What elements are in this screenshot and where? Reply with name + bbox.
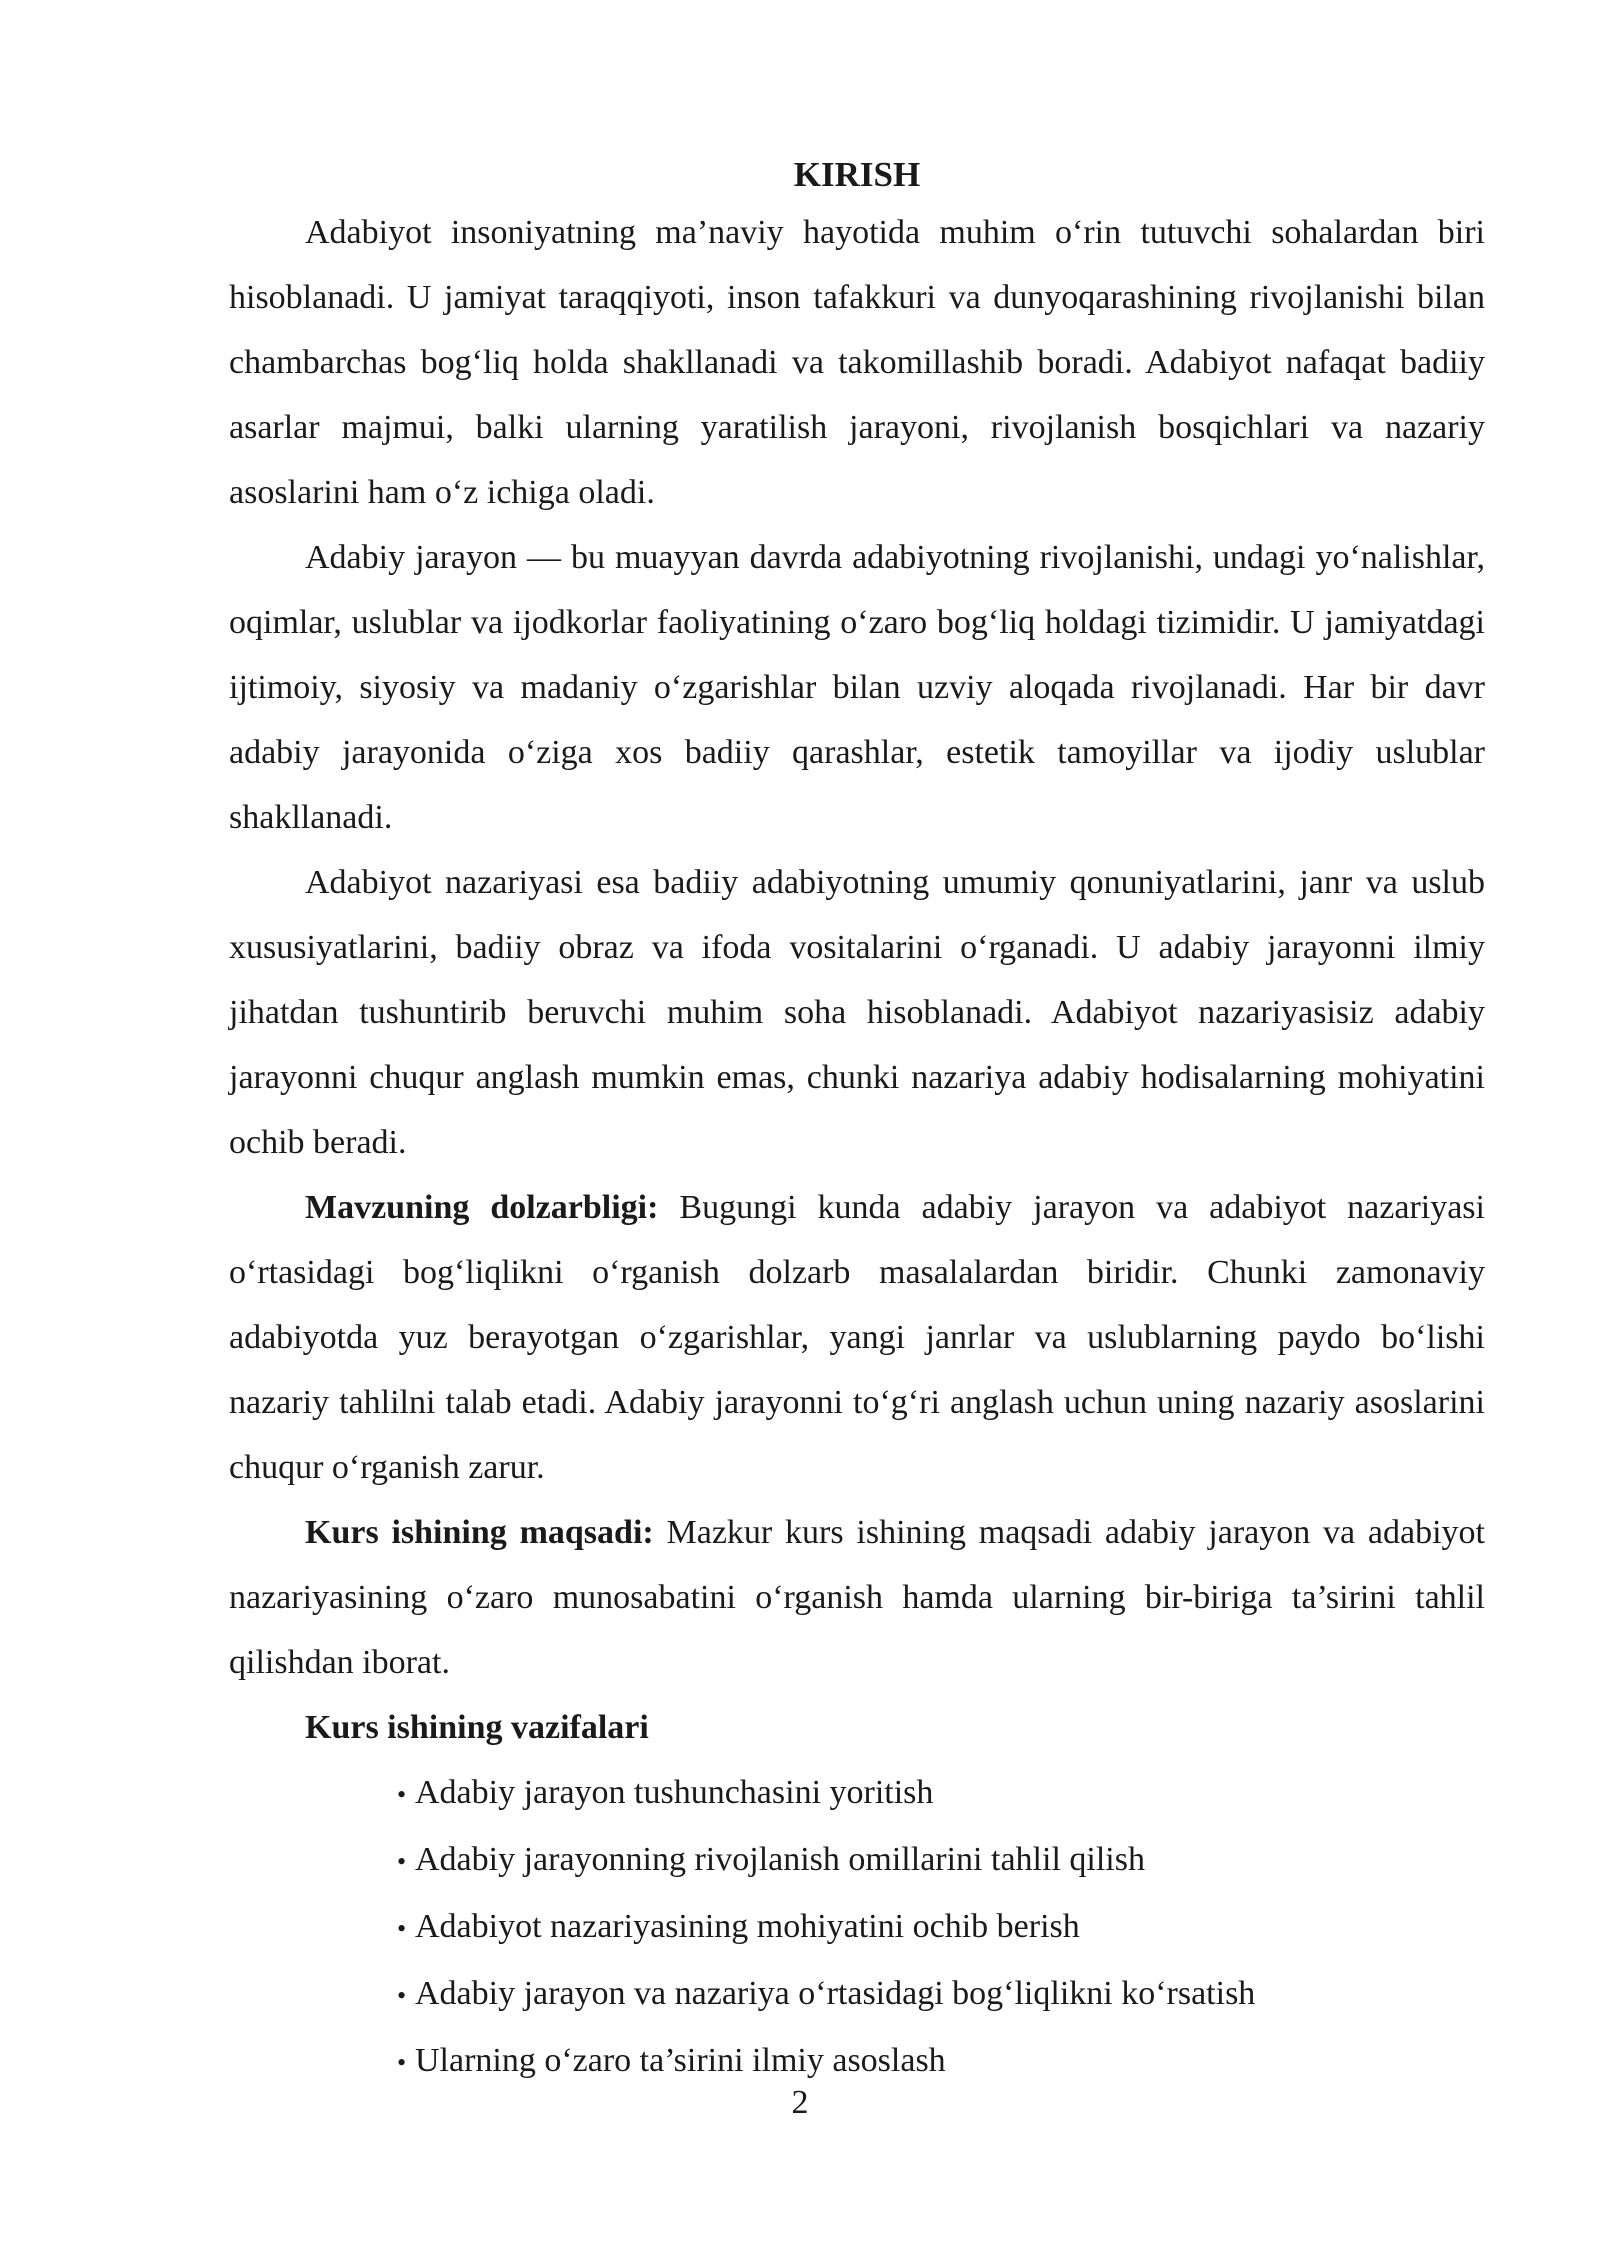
tasks-list <box>229 1760 1485 2095</box>
task-text: Adabiyot nazariyasining mohiyatini ochib berish <box>415 1908 1080 1945</box>
task-text: Adabiy jarayonning rivojlanish omillarini tahlil qilish <box>415 1841 1145 1878</box>
intro-paragraph-2: Adabiy jarayon — bu muayyan davrda adabiyotning rivojlanishi, undagi yo‘nalishlar, oqimlar, uslublar va ijodkorlar faoliyatining o‘zaro bog‘liq holdagi tizimidir. U jamiyatdagi ijtimoiy, siyosiy va madaniy o‘zgarishlar bilan uzviy aloqada rivojlanadi. Har bir davr adabiy jarayonida o‘ziga xos badiiy qarashlar, estetik tamoyillar va ijodiy uslublar shakllanadi. <box>229 539 1485 836</box>
list-item <box>397 1961 1485 2028</box>
bullet-icon: • <box>397 1847 407 1876</box>
page-number: 2 <box>791 2084 809 2121</box>
goal-label: Kurs ishining maqsadi: <box>305 1514 654 1551</box>
bullet-icon: • <box>397 1780 407 1809</box>
bullet-icon: • <box>397 1914 407 1943</box>
intro-paragraph-1: Adabiyot insoniyatning ma’naviy hayotida muhim o‘rin tutuvchi sohalardan biri hisoblanadi. U jamiyat taraqqiyoti, inson tafakkuri va dunyoqarashining rivojlanishi bilan chambarchas bog‘liq holda shakllanadi va takomillashib boradi. Adabiyot nafaqat badiiy asarlar majmui, balki ularning yaratilish jarayoni, rivojlanish bosqichlari va nazariy asoslarini ham o‘z ichiga oladi. <box>229 214 1485 511</box>
relevance-paragraph <box>229 1175 1485 1500</box>
page-content <box>229 150 1485 2095</box>
relevance-label: Mavzuning dolzarbligi: <box>305 1189 659 1226</box>
list-item <box>397 1894 1485 1961</box>
bullet-icon: • <box>397 2048 407 2077</box>
bullet-icon: • <box>397 1981 407 2010</box>
section-title: KIRISH <box>793 155 921 194</box>
intro-paragraph-3: Adabiyot nazariyasi esa badiiy adabiyotning umumiy qonuniyatlarini, janr va uslub xususiyatlarini, badiiy obraz va ifoda vositalarini o‘rganadi. U adabiy jarayonni ilmiy jihatdan tushuntirib beruvchi muhim soha hisoblanadi. Adabiyot nazariyasisiz adabiy jarayonni chuqur anglash mumkin emas, chunki nazariya adabiy hodisalarning mohiyatini ochib beradi. <box>229 864 1485 1161</box>
tasks-heading: Kurs ishining vazifalari <box>305 1709 649 1746</box>
relevance-text: Bugungi kunda adabiy jarayon va adabiyot nazariyasi o‘rtasidagi bog‘liqlikni o‘rganish dolzarb masalalardan biridir. Chunki zamonaviy adabiyotda yuz berayotgan o‘zgarishlar, yangi janrlar va uslublarning paydo bo‘lishi nazariy tahlilni talab etadi. Adabiy jarayonni to‘g‘ri anglash uchun uning nazariy asoslarini chuqur o‘rganish zarur. <box>229 1189 1485 1486</box>
list-item <box>397 1827 1485 1894</box>
list-item <box>397 1760 1485 1827</box>
goal-text: Mazkur kurs ishining maqsadi adabiy jarayon va adabiyot nazariyasining o‘zaro munosabatini o‘rganish hamda ularning bir-biriga ta’sirini tahlil qilishdan iborat. <box>229 1514 1485 1681</box>
goal-paragraph <box>229 1500 1485 1695</box>
task-text: Adabiy jarayon va nazariya o‘rtasidagi bog‘liqlikni ko‘rsatish <box>415 1975 1256 2012</box>
task-text: Ularning o‘zaro ta’sirini ilmiy asoslash <box>415 2042 946 2079</box>
task-text: Adabiy jarayon tushunchasini yoritish <box>415 1774 934 1811</box>
